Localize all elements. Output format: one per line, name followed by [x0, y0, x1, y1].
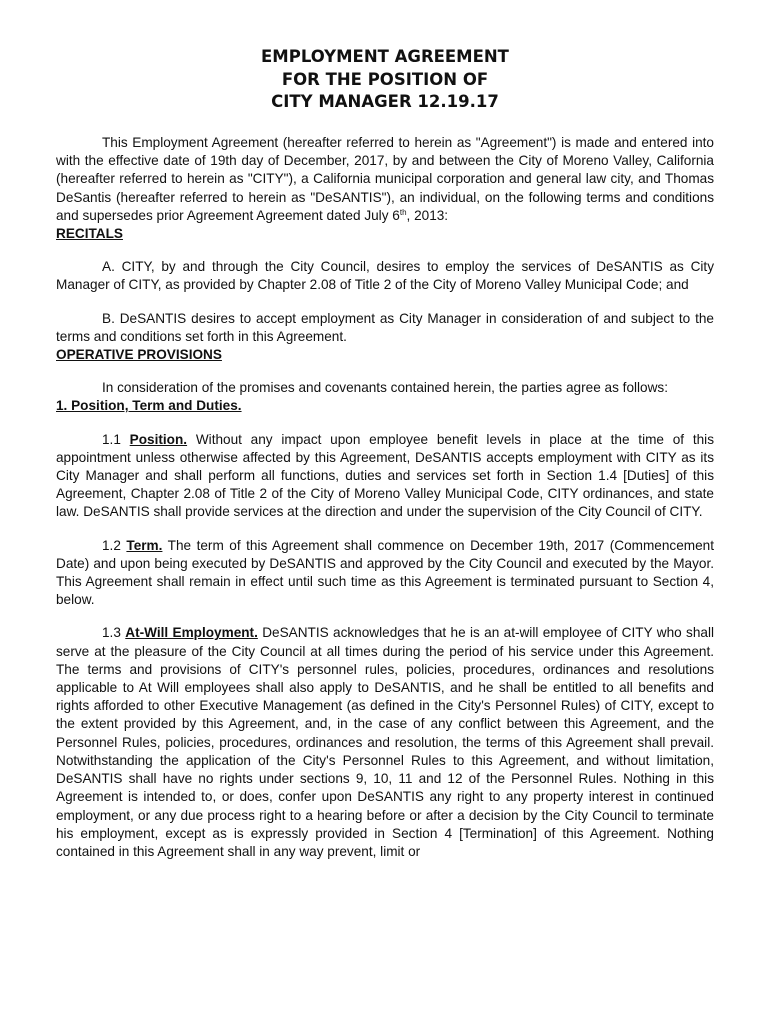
section-1-3-number: 1.3	[102, 625, 126, 641]
section-1-3-text: DeSANTIS acknowledges that he is an at-will employee of CITY who shall serve at the pleasure of the City Council at all times during the period of his service under this Agreement. The terms and provisions of CITY's personnel rules, policies, procedures, ordinances and resolutions applicable to At Will employees shall also apply to DeSANTIS, and he shall be entitled to all benefits and rights afforded to other Executive Management (as defined in the City's Personnel Rules) of CITY, except to the extent provided by this Agreement, and, in the case of any conflict between this Agreement, and the Personnel Rules, policies, procedures, ordinances and resolution, the terms of this Agreement shall prevail. Notwithstanding the application of the City's Personnel Rules to this Agreement, and without limitation, DeSANTIS shall have no rights under sections 9, 10, 11 and 12 of the Personnel Rules. Nothing in this Agreement is intended to, or does, confer upon DeSANTIS any right to any property interest in continued employment, or any due process right to a hearing before or after a decision by the City Council to terminate his employment, except as is expressly provided in Section 4 [Termination] of this Agreement. Nothing contained in this Agreement shall in any way prevent, limit or	[56, 625, 714, 859]
title-line-1: EMPLOYMENT AGREEMENT	[261, 47, 509, 66]
title-line-2: FOR THE POSITION OF	[281, 69, 489, 89]
intro-text-end: , 2013:	[406, 207, 449, 223]
section-1-3-title: At-Will Employment.	[125, 625, 258, 641]
section-1-heading: 1. Position, Term and Duties.	[56, 398, 242, 414]
document-body	[56, 134, 714, 861]
section-1-2-number: 1.2	[102, 537, 127, 553]
recital-b: B. DeSANTIS desires to accept employment as City Manager in consideration of and subject to the terms and conditions set forth in this Agreement.	[56, 310, 714, 344]
title-line-3: CITY MANAGER 12.19.17	[271, 92, 499, 111]
section-1-2-text: The term of this Agreement shall commence on December 19th, 2017 (Commencement Date) and upon being executed by DeSANTIS and approved by the City Council and executed by the Mayor. This Agreement shall remain in effect until such time as this Agreement is terminated pursuant to Section 4, below.	[56, 537, 714, 608]
document-title	[0, 46, 770, 114]
section-1-2	[56, 537, 714, 610]
operative-heading: OPERATIVE PROVISIONS	[56, 347, 222, 363]
intro-superscript: th	[399, 207, 407, 217]
section-1-1	[56, 431, 714, 522]
section-1-3	[56, 624, 714, 861]
section-1-1-number: 1.1	[102, 431, 130, 447]
operative-intro: In consideration of the promises and covenants contained herein, the parties agree as follows:	[102, 380, 668, 396]
intro-paragraph	[56, 134, 714, 225]
recitals-heading: RECITALS	[56, 226, 123, 242]
section-1-2-title: Term.	[126, 537, 163, 553]
section-1-1-text: Without any impact upon employee benefit levels in place at the time of this appointment unless otherwise affected by this Agreement, DeSANTIS accepts employment with CITY as its City Manager and shall perform all functions, duties and services set forth in Section 1.4 [Duties] of this Agreement, Chapter 2.08 of Title 2 of the City of Moreno Valley Municipal Code, CITY ordinances, and state law. DeSANTIS shall provide services at the direction and under the supervision of the City Council of CITY.	[56, 431, 714, 520]
section-1-1-title: Position.	[129, 431, 188, 447]
recital-a: A. CITY, by and through the City Council, desires to employ the services of DeSANTIS as City Manager of CITY, as provided by Chapter 2.08 of Title 2 of the City of Moreno Valley Municipal Code; and	[56, 259, 714, 293]
intro-text: This Employment Agreement (hereafter referred to herein as "Agreement") is made and entered into with the effective date of 19th day of December, 2017, by and between the City of Moreno Valley, California (hereafter referred to herein as "CITY"), a California municipal corporation and general law city, and Thomas DeSantis (hereafter referred to herein as "DeSANTIS"), an individual, on the following terms and conditions and supersedes prior Agreement Agreement dated July 6	[56, 135, 714, 223]
